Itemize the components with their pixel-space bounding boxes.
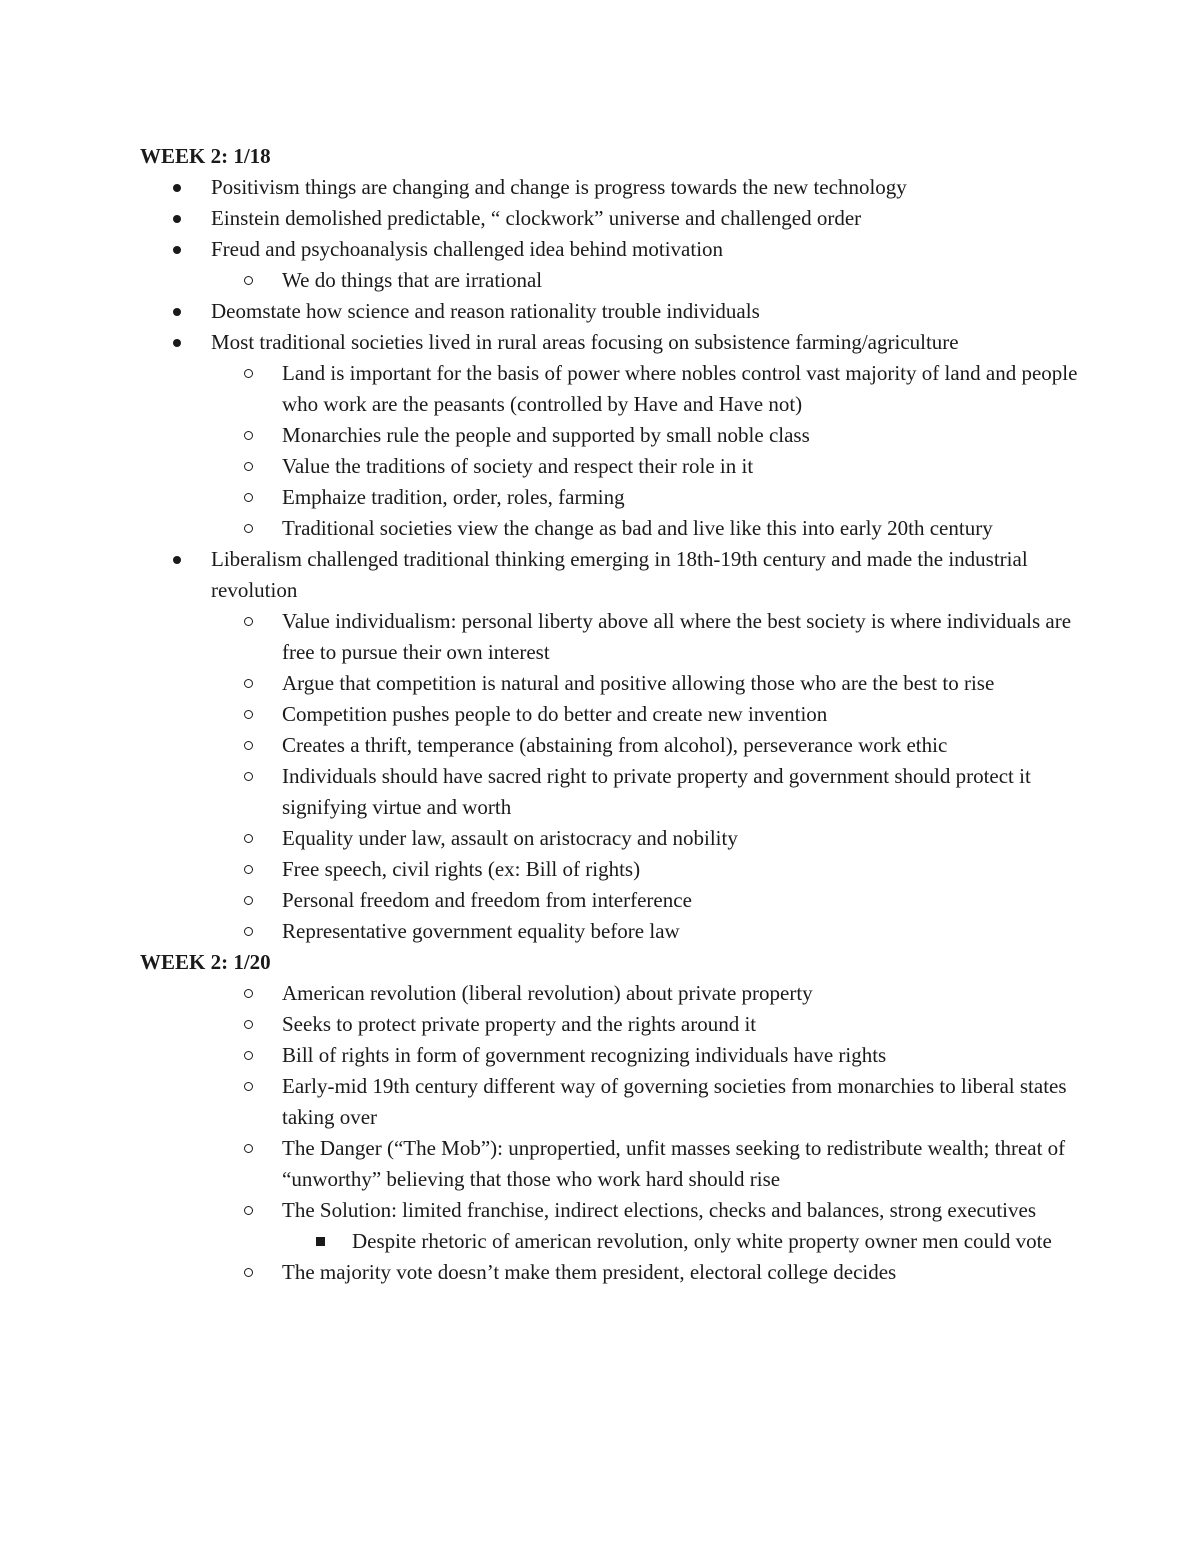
list-item-text: Bill of rights in form of government recognizing individuals have rights bbox=[282, 1043, 887, 1067]
list-item bbox=[140, 916, 1080, 947]
hollow-circle-bullet-icon bbox=[238, 978, 258, 1009]
list-item bbox=[140, 544, 1080, 606]
filled-circle-bullet-icon bbox=[167, 544, 187, 575]
hollow-circle-bullet-icon bbox=[238, 885, 258, 916]
list-item-text: Personal freedom and freedom from interference bbox=[282, 888, 692, 912]
list-item bbox=[140, 1257, 1080, 1288]
hollow-circle-bullet-icon bbox=[238, 916, 258, 947]
list-item-text: Most traditional societies lived in rural areas focusing on subsistence farming/agriculture bbox=[211, 330, 959, 354]
list-item-text: Argue that competition is natural and positive allowing those who are the best to rise bbox=[282, 671, 995, 695]
list-item-text: Representative government equality before law bbox=[282, 919, 680, 943]
list-item-text: The majority vote doesn’t make them president, electoral college decides bbox=[282, 1260, 897, 1284]
hollow-circle-bullet-icon bbox=[238, 1040, 258, 1071]
list-item bbox=[140, 265, 1080, 296]
list-item-text: Emphaize tradition, order, roles, farming bbox=[282, 485, 625, 509]
list-item bbox=[140, 854, 1080, 885]
list-item-text: Seeks to protect private property and the rights around it bbox=[282, 1012, 757, 1036]
list-item-text: Monarchies rule the people and supported by small noble class bbox=[282, 423, 810, 447]
hollow-circle-bullet-icon bbox=[238, 513, 258, 544]
hollow-circle-bullet-icon bbox=[238, 730, 258, 761]
list-item-text: The Danger (“The Mob”): unpropertied, unfit masses seeking to redistribute wealth; threat of “unworthy” believing that those who work hard should rise bbox=[282, 1136, 1066, 1191]
section-heading: WEEK 2: 1/18 bbox=[140, 144, 271, 168]
hollow-circle-bullet-icon bbox=[238, 265, 258, 296]
list-item-text: The Solution: limited franchise, indirect elections, checks and balances, strong executives bbox=[282, 1198, 1037, 1222]
list-item bbox=[140, 513, 1080, 544]
list-item-text: Liberalism challenged traditional thinking emerging in 18th-19th century and made the industrial revolution bbox=[211, 547, 1028, 602]
list-item-text: Deomstate how science and reason rationality trouble individuals bbox=[211, 299, 760, 323]
hollow-circle-bullet-icon bbox=[238, 606, 258, 637]
list-item-text: Land is important for the basis of power where nobles control vast majority of land and people who work are the peasants (controlled by Have and Have not) bbox=[282, 361, 1078, 416]
list-item-text: Creates a thrift, temperance (abstaining from alcohol), perseverance work ethic bbox=[282, 733, 948, 757]
list-item bbox=[140, 1226, 1080, 1257]
hollow-circle-bullet-icon bbox=[238, 761, 258, 792]
hollow-circle-bullet-icon bbox=[238, 1195, 258, 1226]
list-item bbox=[140, 1195, 1080, 1226]
list-item-text: Traditional societies view the change as bad and live like this into early 20th century bbox=[282, 516, 993, 540]
hollow-circle-bullet-icon bbox=[238, 854, 258, 885]
hollow-circle-bullet-icon bbox=[238, 823, 258, 854]
filled-circle-bullet-icon bbox=[167, 296, 187, 327]
list-item-text: American revolution (liberal revolution) about private property bbox=[282, 981, 813, 1005]
hollow-circle-bullet-icon bbox=[238, 668, 258, 699]
list-item-text: Early-mid 19th century different way of governing societies from monarchies to liberal states taking over bbox=[282, 1074, 1067, 1129]
list-item bbox=[140, 296, 1080, 327]
list-item-text: Positivism things are changing and change is progress towards the new technology bbox=[211, 175, 907, 199]
hollow-circle-bullet-icon bbox=[238, 1071, 258, 1102]
list-item bbox=[140, 1040, 1080, 1071]
filled-circle-bullet-icon bbox=[167, 172, 187, 203]
list-item bbox=[140, 482, 1080, 513]
hollow-circle-bullet-icon bbox=[238, 482, 258, 513]
filled-square-bullet-icon bbox=[310, 1226, 330, 1257]
hollow-circle-bullet-icon bbox=[238, 1133, 258, 1164]
list-item bbox=[140, 451, 1080, 482]
list-item bbox=[140, 606, 1080, 668]
section-heading: WEEK 2: 1/20 bbox=[140, 950, 271, 974]
list-item bbox=[140, 1009, 1080, 1040]
list-item-text: Despite rhetoric of american revolution, only white property owner men could vote bbox=[352, 1229, 1052, 1253]
list-item bbox=[140, 823, 1080, 854]
filled-circle-bullet-icon bbox=[167, 234, 187, 265]
filled-circle-bullet-icon bbox=[167, 327, 187, 358]
list-item-text: Einstein demolished predictable, “ clockwork” universe and challenged order bbox=[211, 206, 862, 230]
hollow-circle-bullet-icon bbox=[238, 451, 258, 482]
hollow-circle-bullet-icon bbox=[238, 699, 258, 730]
list-item bbox=[140, 730, 1080, 761]
list-item bbox=[140, 699, 1080, 730]
hollow-circle-bullet-icon bbox=[238, 420, 258, 451]
list-item bbox=[140, 234, 1080, 265]
list-item bbox=[140, 358, 1080, 420]
list-item bbox=[140, 203, 1080, 234]
filled-circle-bullet-icon bbox=[167, 203, 187, 234]
list-item bbox=[140, 761, 1080, 823]
list-item bbox=[140, 1071, 1080, 1133]
list-item bbox=[140, 885, 1080, 916]
list-item-text: Freud and psychoanalysis challenged idea behind motivation bbox=[211, 237, 724, 261]
list-item bbox=[140, 978, 1080, 1009]
list-item-text: Value the traditions of society and respect their role in it bbox=[282, 454, 754, 478]
list-item-text: Individuals should have sacred right to private property and government should protect it signifying virtue and worth bbox=[282, 764, 1031, 819]
list-item-text: Competition pushes people to do better and create new invention bbox=[282, 702, 828, 726]
hollow-circle-bullet-icon bbox=[238, 358, 258, 389]
list-item-text: Value individualism: personal liberty above all where the best society is where individuals are free to pursue their own interest bbox=[282, 609, 1072, 664]
list-item bbox=[140, 420, 1080, 451]
hollow-circle-bullet-icon bbox=[238, 1009, 258, 1040]
list-item-text: We do things that are irrational bbox=[282, 268, 543, 292]
list-item-text: Free speech, civil rights (ex: Bill of rights) bbox=[282, 857, 641, 881]
list-item bbox=[140, 668, 1080, 699]
list-item bbox=[140, 172, 1080, 203]
list-item-text: Equality under law, assault on aristocracy and nobility bbox=[282, 826, 738, 850]
list-item bbox=[140, 1133, 1080, 1195]
hollow-circle-bullet-icon bbox=[238, 1257, 258, 1288]
list-item bbox=[140, 327, 1080, 358]
document-page bbox=[140, 141, 1080, 1288]
